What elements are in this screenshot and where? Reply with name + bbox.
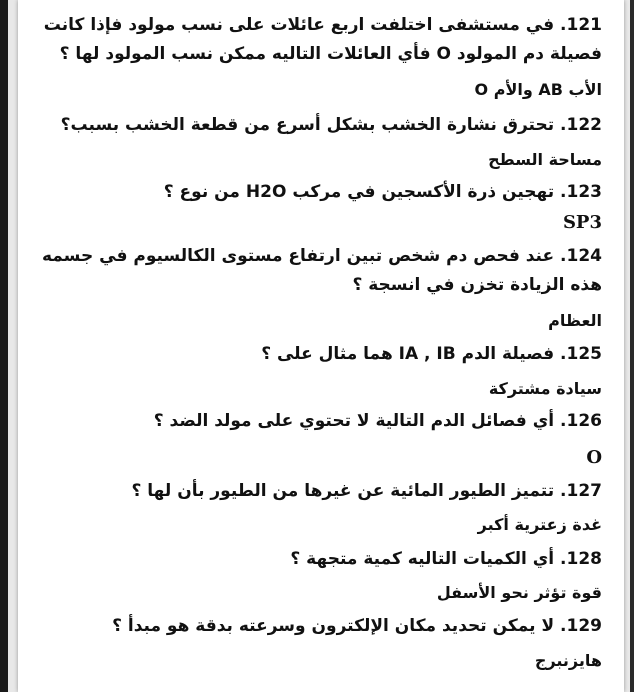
answer-123: SP3 [562, 212, 602, 233]
window-frame-right [630, 0, 634, 692]
answer-129: هايزنبرج [534, 651, 602, 670]
question-122: 122. تحترق نشارة الخشب بشكل أسرع من قطعة الخشب بسبب؟ [60, 115, 602, 135]
answer-128: قوة تؤثر نحو الأسفل [436, 583, 602, 602]
question-124-line-1: 124. عند فحص دم شخص تبين ارتفاع مستوى الكالسيوم في جسمه [41, 246, 602, 266]
answer-124: العظام [548, 311, 602, 330]
answer-121: الأب AB والأم O [474, 80, 602, 99]
question-123: 123. تهجين ذرة الأكسجين في مركب H2O من نوع ؟ [163, 182, 602, 202]
question-127: 127. تتميز الطيور المائية عن غيرها من الطيور بأن لها ؟ [131, 481, 602, 501]
answer-122: مساحة السطح [488, 150, 602, 169]
question-128: 128. أي الكميات التاليه كمية متجهة ؟ [290, 549, 602, 569]
question-129: 129. لا يمكن تحديد مكان الإلكترون وسرعته بدقة هو مبدأ ؟ [112, 616, 602, 636]
answer-125: سيادة مشتركة [488, 379, 602, 398]
question-124-line-2: هذه الزيادة تخزن في انسجة ؟ [352, 275, 602, 295]
question-121-line-2: فصيلة دم المولود O فأي العائلات التاليه ممكن نسب المولود لها ؟ [59, 44, 602, 64]
answer-126: O [586, 447, 602, 468]
question-126: 126. أي فصائل الدم التالية لا تحتوي على مولد الضد ؟ [153, 411, 602, 431]
question-121-line-1: 121. في مستشفى اختلفت اربع عائلات على نسب مولود فإذا كانت [43, 15, 602, 35]
document-page [18, 0, 624, 692]
question-125: 125. فصيلة الدم IA , IB هما مثال على ؟ [261, 344, 602, 364]
window-frame-left [0, 0, 8, 692]
answer-127: غدة زعترية أكبر [477, 515, 602, 534]
